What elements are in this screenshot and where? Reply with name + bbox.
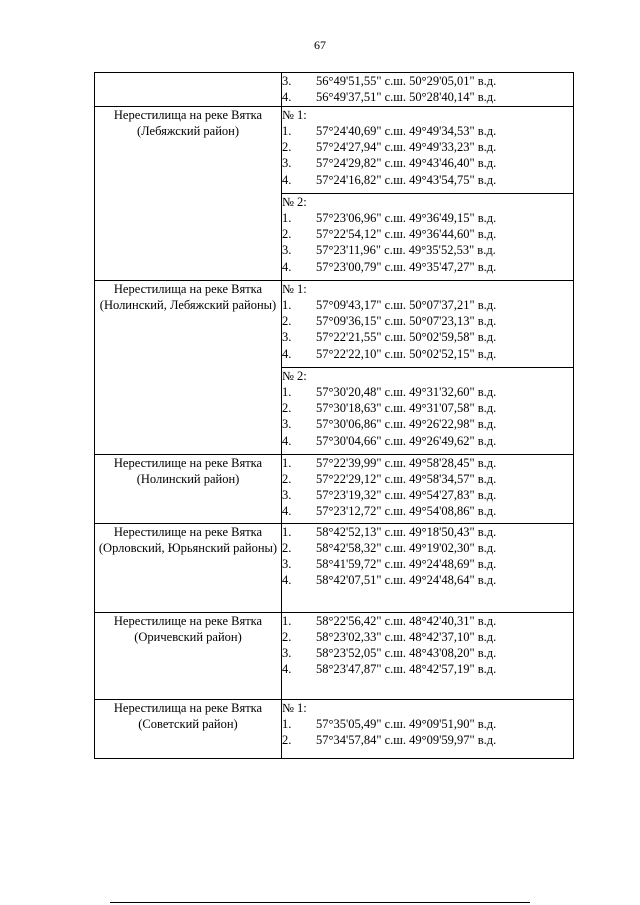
point-number: 4.	[282, 433, 292, 448]
point-coordinates: 57°30'18,63" с.ш. 49°31'07,58" в.д.	[316, 401, 497, 416]
coordinate-point	[282, 471, 573, 487]
table-row	[95, 73, 574, 107]
point-number: 1.	[282, 384, 292, 399]
table-row	[95, 454, 574, 523]
coordinate-point	[282, 629, 573, 645]
group-label: № 2:	[282, 194, 307, 209]
point-number: 2.	[282, 629, 292, 644]
page-number: 67	[314, 38, 326, 52]
point-number: 3.	[282, 156, 292, 171]
spawning-ground-name: Нерестилища на реке Вятка (Лебяжский район)	[95, 106, 282, 280]
spawning-grounds-table	[94, 72, 574, 759]
point-number: 2.	[282, 471, 292, 486]
point-number: 2.	[282, 401, 292, 416]
spawning-ground-name: Нерестилище на реке Вятка (Нолинский район)	[95, 454, 282, 523]
point-number: 3.	[282, 417, 292, 432]
coordinates-cell	[282, 454, 574, 523]
point-coordinates: 57°23'19,32" с.ш. 49°54'27,83" в.д.	[316, 488, 497, 503]
point-coordinates: 58°23'47,87" с.ш. 48°42'57,19" в.д.	[316, 662, 497, 677]
point-number: 3.	[282, 243, 292, 258]
point-coordinates: 57°30'04,66" с.ш. 49°26'49,62" в.д.	[316, 433, 497, 448]
coordinate-point	[282, 540, 573, 556]
coordinate-point	[282, 433, 573, 449]
coordinate-point	[282, 524, 573, 540]
point-coordinates: 58°23'02,33" с.ш. 48°42'37,10" в.д.	[316, 629, 497, 644]
point-coordinates: 57°30'06,86" с.ш. 49°26'22,98" в.д.	[316, 417, 497, 432]
point-coordinates: 57°24'27,94" с.ш. 49°49'33,23" в.д.	[316, 140, 497, 155]
point-coordinates: 58°42'52,13" с.ш. 49°18'50,43" в.д.	[316, 524, 497, 539]
point-coordinates: 57°23'00,79" с.ш. 49°35'47,27" в.д.	[316, 259, 497, 274]
table-row	[95, 699, 574, 758]
coordinate-point	[282, 556, 573, 572]
coordinate-point	[282, 89, 573, 105]
coordinate-point	[282, 210, 573, 226]
coordinates-cell	[282, 73, 574, 107]
point-coordinates: 57°35'05,49" с.ш. 49°09'51,90" в.д.	[316, 716, 497, 731]
coordinate-point	[282, 242, 573, 258]
point-number: 4.	[282, 662, 292, 677]
point-coordinates: 57°23'06,96" с.ш. 49°36'49,15" в.д.	[316, 210, 497, 225]
coordinates-cell	[282, 612, 574, 699]
coordinate-point	[282, 346, 573, 362]
point-coordinates: 57°09'36,15" с.ш. 50°07'23,13" в.д.	[316, 314, 497, 329]
point-coordinates: 56°49'51,55" с.ш. 50°29'05,01" в.д.	[316, 74, 497, 88]
table-row	[95, 106, 574, 193]
bottom-edge-line	[110, 902, 530, 903]
point-coordinates: 57°22'29,12" с.ш. 49°58'34,57" в.д.	[316, 471, 497, 486]
point-coordinates: 57°22'21,55" с.ш. 50°02'59,58" в.д.	[316, 330, 497, 345]
table-body	[95, 73, 574, 759]
coordinate-point	[282, 259, 573, 275]
table-row	[95, 612, 574, 699]
group-label: № 1:	[282, 281, 307, 296]
point-coordinates: 57°23'12,72" с.ш. 49°54'08,86" в.д.	[316, 504, 497, 519]
point-coordinates: 57°22'54,12" с.ш. 49°36'44,60" в.д.	[316, 227, 497, 242]
point-number: 1.	[282, 123, 292, 138]
coordinate-point	[282, 732, 573, 748]
coordinates-cell	[282, 523, 574, 612]
spawning-ground-name: Нерестилища на реке Вятка (Советский район)	[95, 699, 282, 758]
point-number: 1.	[282, 297, 292, 312]
group-label: № 2:	[282, 368, 307, 383]
spawning-ground-name: Нерестилище на реке Вятка (Орловский, Юрьянский районы)	[95, 523, 282, 612]
point-number: 4.	[282, 90, 292, 105]
group-label: № 1:	[282, 700, 307, 715]
point-number: 2.	[282, 733, 292, 748]
coordinates-cell	[282, 193, 574, 280]
point-number: 3.	[282, 557, 292, 572]
coordinate-point	[282, 73, 573, 89]
point-coordinates: 57°22'39,99" с.ш. 49°58'28,45" в.д.	[316, 455, 497, 470]
coordinate-point	[282, 155, 573, 171]
point-number: 2.	[282, 227, 292, 242]
coordinate-point	[282, 716, 573, 732]
point-number: 3.	[282, 488, 292, 503]
point-number: 2.	[282, 140, 292, 155]
spawning-ground-name	[95, 73, 282, 107]
spawning-ground-name: Нерестилища на реке Вятка (Нолинский, Лебяжский районы)	[95, 280, 282, 454]
point-coordinates: 57°24'40,69" с.ш. 49°49'34,53" в.д.	[316, 123, 497, 138]
coordinate-point	[282, 416, 573, 432]
coordinates-cell	[282, 280, 574, 367]
coordinate-point	[282, 455, 573, 471]
point-number: 1.	[282, 210, 292, 225]
point-coordinates: 56°49'37,51" с.ш. 50°28'40,14" в.д.	[316, 90, 497, 105]
coordinate-point	[282, 613, 573, 629]
coordinate-point	[282, 172, 573, 188]
point-number: 2.	[282, 540, 292, 555]
point-number: 1.	[282, 716, 292, 731]
point-number: 3.	[282, 74, 292, 88]
coordinate-point	[282, 123, 573, 139]
coordinate-point	[282, 329, 573, 345]
point-number: 3.	[282, 330, 292, 345]
point-number: 1.	[282, 613, 292, 628]
point-coordinates: 58°42'58,32" с.ш. 49°19'02,30" в.д.	[316, 540, 497, 555]
point-coordinates: 57°24'16,82" с.ш. 49°43'54,75" в.д.	[316, 172, 497, 187]
coordinate-point	[282, 297, 573, 313]
point-number: 4.	[282, 504, 292, 519]
point-number: 1.	[282, 455, 292, 470]
coordinate-point	[282, 503, 573, 519]
coordinates-cell	[282, 367, 574, 454]
coordinate-point	[282, 226, 573, 242]
point-coordinates: 57°22'22,10" с.ш. 50°02'52,15" в.д.	[316, 346, 497, 361]
point-number: 4.	[282, 573, 292, 588]
point-number: 4.	[282, 259, 292, 274]
point-coordinates: 58°42'07,51" с.ш. 49°24'48,64" в.д.	[316, 573, 497, 588]
coordinate-point	[282, 572, 573, 588]
coordinate-point	[282, 487, 573, 503]
coordinate-point	[282, 313, 573, 329]
point-number: 1.	[282, 524, 292, 539]
coordinate-point	[282, 661, 573, 677]
table-row	[95, 280, 574, 367]
coordinate-point	[282, 139, 573, 155]
point-coordinates: 57°30'20,48" с.ш. 49°31'32,60" в.д.	[316, 384, 497, 399]
spawning-ground-name: Нерестилище на реке Вятка (Оричевский район)	[95, 612, 282, 699]
point-coordinates: 58°23'52,05" с.ш. 48°43'08,20" в.д.	[316, 646, 497, 661]
point-coordinates: 58°41'59,72" с.ш. 49°24'48,69" в.д.	[316, 557, 497, 572]
point-number: 4.	[282, 346, 292, 361]
point-coordinates: 58°22'56,42" с.ш. 48°42'40,31" в.д.	[316, 613, 497, 628]
coordinates-cell	[282, 106, 574, 193]
coordinate-point	[282, 384, 573, 400]
point-number: 4.	[282, 172, 292, 187]
coordinates-cell	[282, 699, 574, 758]
group-label: № 1:	[282, 107, 307, 122]
point-coordinates: 57°34'57,84" с.ш. 49°09'59,97" в.д.	[316, 733, 497, 748]
coordinate-point	[282, 400, 573, 416]
point-number: 2.	[282, 314, 292, 329]
point-coordinates: 57°09'43,17" с.ш. 50°07'37,21" в.д.	[316, 297, 497, 312]
point-coordinates: 57°24'29,82" с.ш. 49°43'46,40" в.д.	[316, 156, 497, 171]
point-coordinates: 57°23'11,96" с.ш. 49°35'52,53" в.д.	[316, 243, 496, 258]
table-row	[95, 523, 574, 612]
point-number: 3.	[282, 646, 292, 661]
coordinate-point	[282, 645, 573, 661]
